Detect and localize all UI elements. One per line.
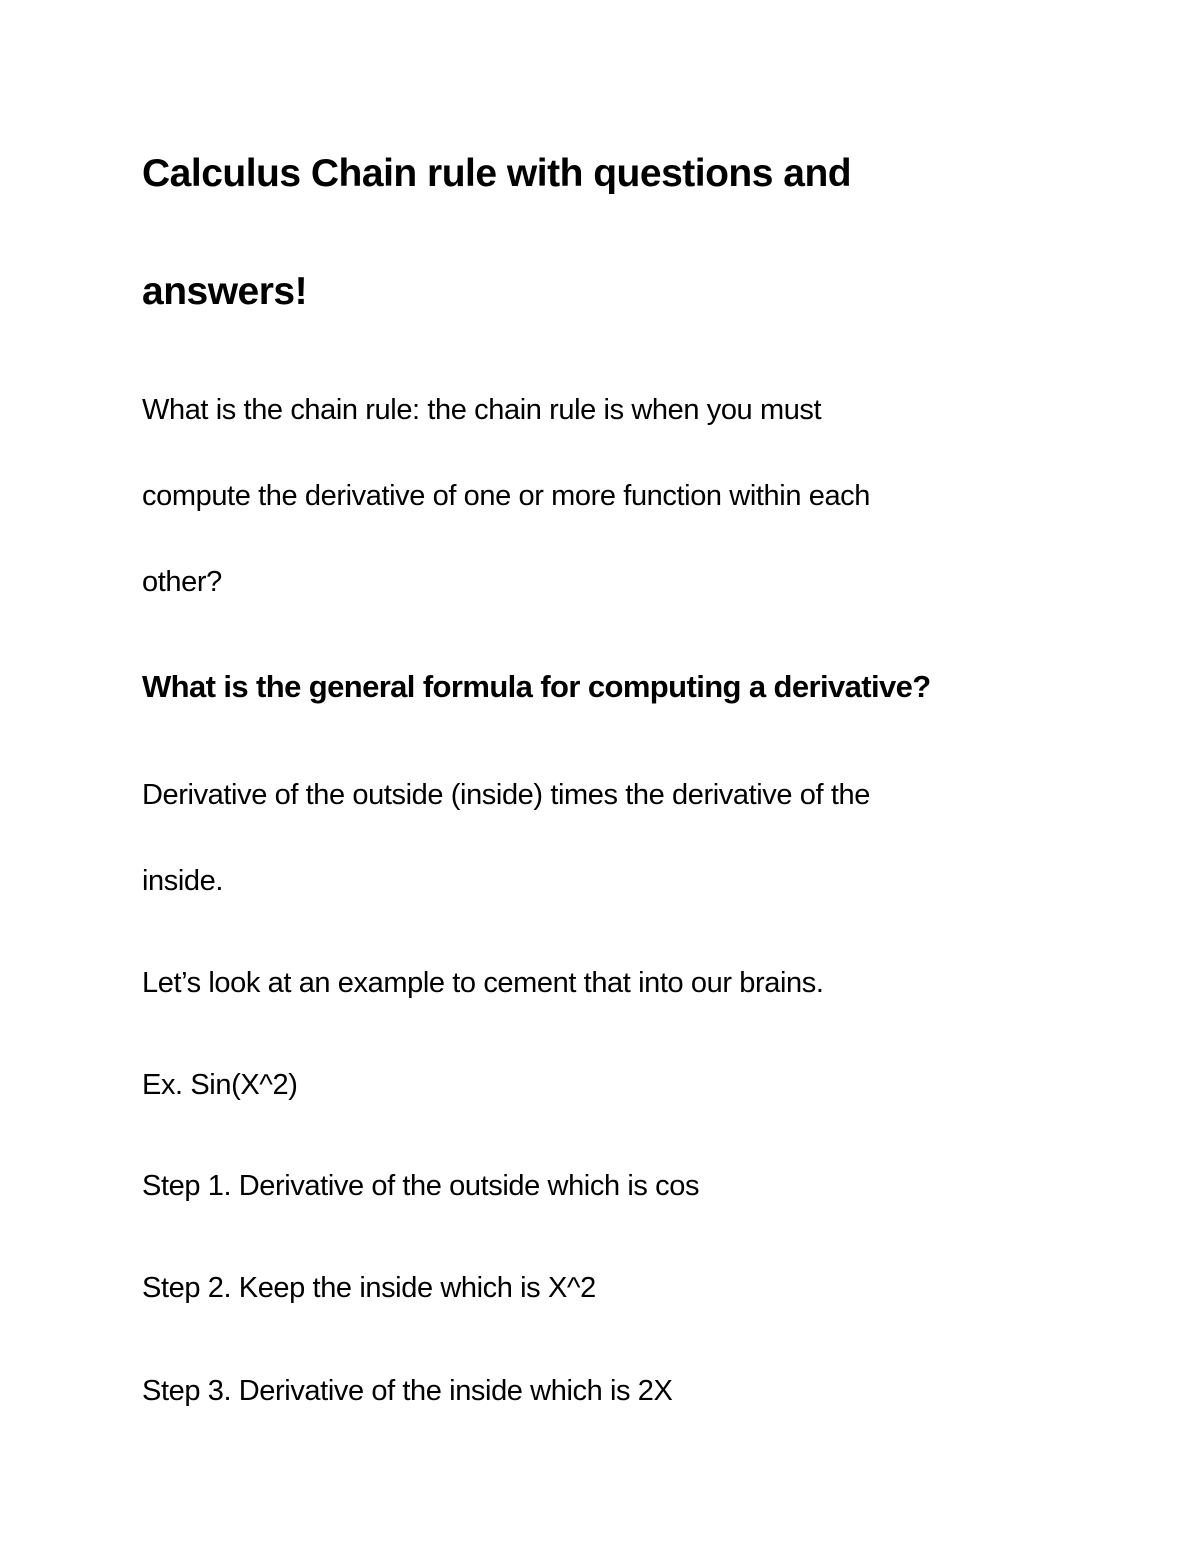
step-1: Step 1. Derivative of the outside which is cos	[142, 1170, 700, 1202]
step-3: Step 3. Derivative of the inside which is 2X	[142, 1375, 673, 1407]
definition-line-2: compute the derivative of one or more function within each	[142, 480, 870, 512]
formula-heading: What is the general formula for computing a derivative?	[142, 669, 931, 704]
example-intro: Let’s look at an example to cement that into our brains.	[142, 967, 824, 999]
formula-line-1: Derivative of the outside (inside) times the derivative of the	[142, 779, 870, 811]
example-expression: Ex. Sin(X^2)	[142, 1069, 298, 1101]
definition-line-1: What is the chain rule: the chain rule is when you must	[142, 394, 822, 426]
title-line-2: answers!	[142, 270, 308, 313]
formula-line-2: inside.	[142, 865, 224, 897]
step-2: Step 2. Keep the inside which is X^2	[142, 1272, 596, 1304]
title-line-1: Calculus Chain rule with questions and	[142, 152, 852, 195]
definition-line-3: other?	[142, 566, 222, 598]
